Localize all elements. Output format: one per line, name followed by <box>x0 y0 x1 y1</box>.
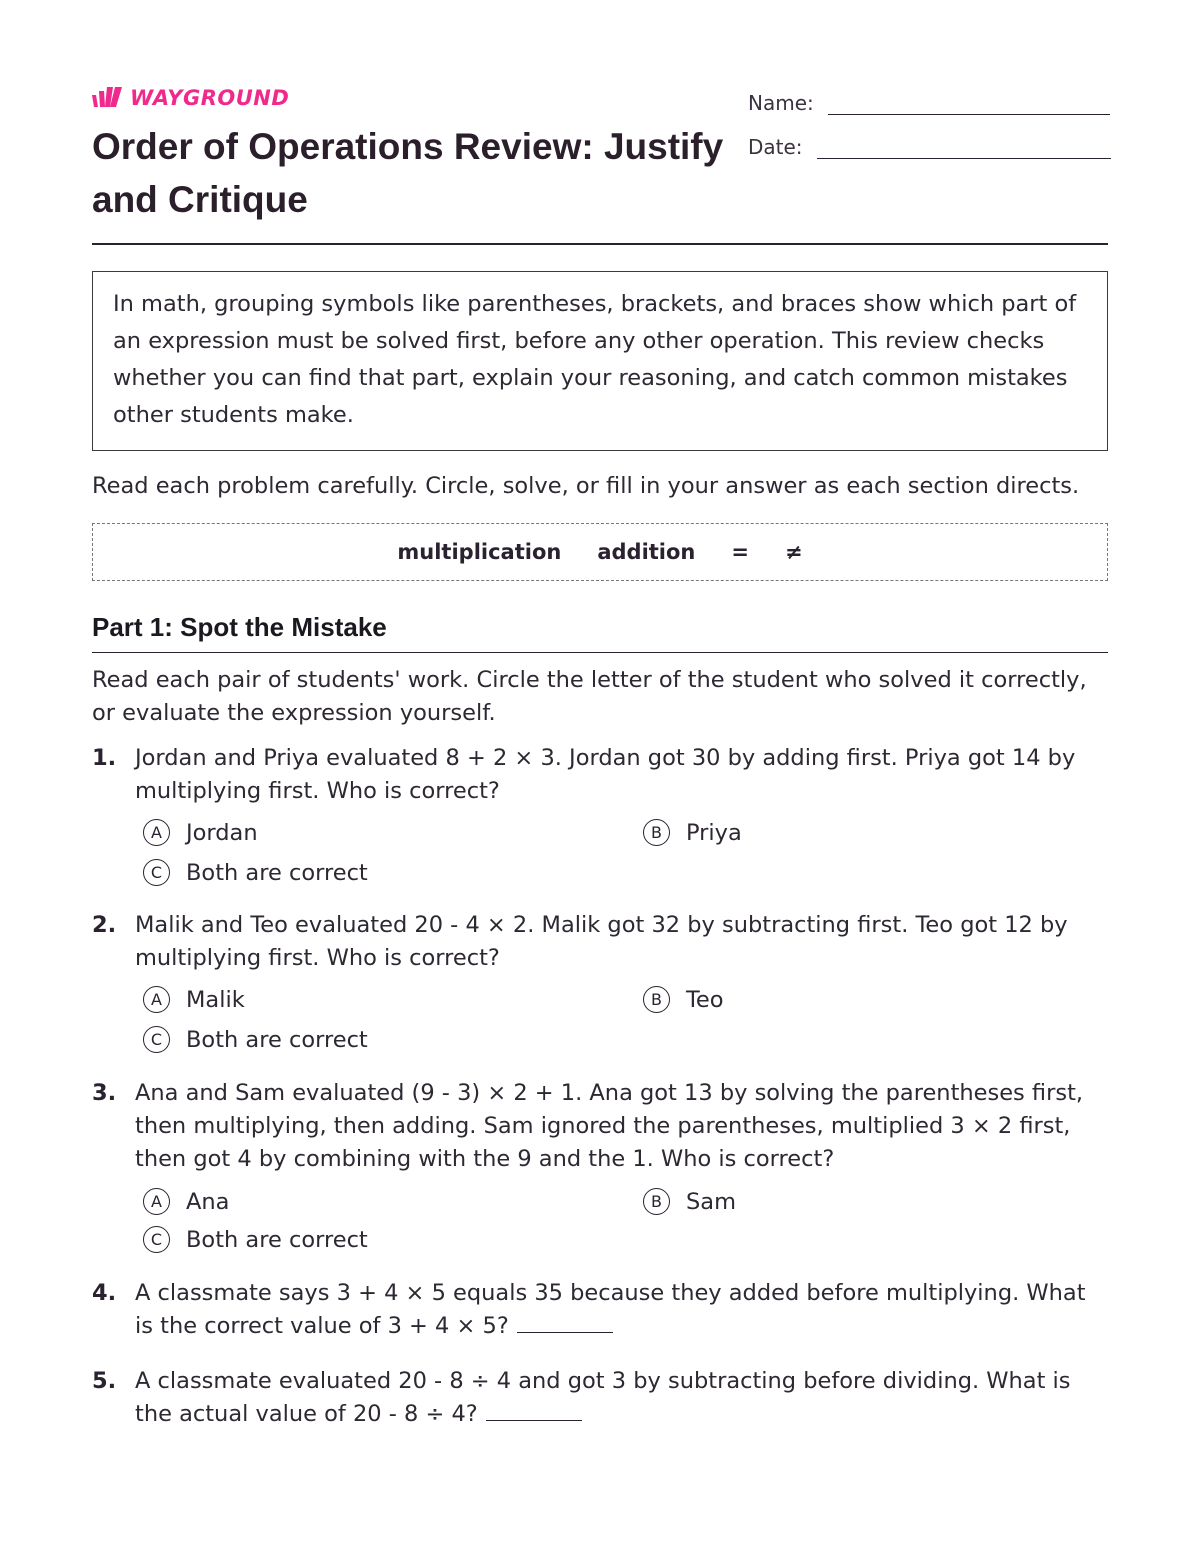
option-c[interactable] <box>143 1226 368 1253</box>
option-bubble[interactable]: C <box>143 1226 170 1253</box>
header-divider <box>92 243 1108 245</box>
option-bubble[interactable]: C <box>143 1026 170 1053</box>
intro-text: In math, grouping symbols like parentheses, brackets, and braces show which part of an expression must be solved first, before any other operation. This review checks whether you can find that part, explain your reasoning, and catch common mistakes other students make. <box>113 291 1077 428</box>
logo-text: WAYGROUND <box>130 86 290 110</box>
word-bank-item: multiplication <box>397 540 562 564</box>
section-intro: Read each pair of students' work. Circle the letter of the student who solved it correctly, or evaluate the expression yourself. <box>92 667 1087 726</box>
question-3 <box>92 1077 1108 1176</box>
option-label: Both are correct <box>186 859 368 886</box>
question-text: Jordan and Priya evaluated 8 + 2 × 3. Jordan got 30 by adding first. Priya got 14 by multiplying first. Who is correct? <box>135 745 1076 804</box>
question-number: 2. <box>92 912 117 938</box>
question-text: A classmate says 3 + 4 × 5 equals 35 because they added before multiplying. What is the correct value of 3 + 4 × 5? <box>135 1280 1086 1339</box>
option-b[interactable] <box>643 819 742 846</box>
option-b[interactable] <box>643 1188 736 1215</box>
option-a[interactable] <box>143 1188 229 1215</box>
option-bubble[interactable]: C <box>143 859 170 886</box>
option-bubble[interactable]: A <box>143 986 170 1013</box>
date-line[interactable] <box>817 134 1111 159</box>
word-bank-item: addition <box>597 540 696 564</box>
option-label: Teo <box>686 986 724 1013</box>
date-label: Date: <box>748 135 803 159</box>
intro-box <box>92 271 1108 451</box>
word-bank <box>92 523 1108 581</box>
word-bank-item: = <box>731 540 749 564</box>
section-divider <box>92 652 1108 653</box>
question-1 <box>92 742 1108 808</box>
question-number: 3. <box>92 1080 117 1106</box>
option-bubble[interactable]: B <box>643 986 670 1013</box>
question-number: 5. <box>92 1368 117 1394</box>
word-bank-item: ≠ <box>785 540 803 564</box>
option-bubble[interactable]: A <box>143 1188 170 1215</box>
section-title: Part 1: Spot the Mistake <box>92 612 387 642</box>
answer-blank[interactable] <box>486 1398 582 1421</box>
question-4 <box>92 1277 1108 1343</box>
brand-logo <box>92 86 289 110</box>
question-text-wrap <box>135 1365 1108 1431</box>
option-label: Both are correct <box>186 1226 368 1253</box>
question-text-wrap <box>135 1277 1108 1343</box>
page-title: Order of Operations Review: Justify and Critique <box>92 126 724 220</box>
option-label: Sam <box>686 1188 736 1215</box>
answer-blank[interactable] <box>517 1310 613 1333</box>
option-bubble[interactable]: A <box>143 819 170 846</box>
question-number: 4. <box>92 1280 117 1306</box>
option-a[interactable] <box>143 819 258 846</box>
option-label: Both are correct <box>186 1026 368 1053</box>
question-2 <box>92 909 1108 975</box>
option-label: Malik <box>186 986 245 1013</box>
question-number: 1. <box>92 745 117 771</box>
option-label: Ana <box>186 1188 230 1215</box>
wayground-mark-icon <box>92 87 124 109</box>
name-line[interactable] <box>828 90 1110 115</box>
question-text: A classmate evaluated 20 - 8 ÷ 4 and got 3 by subtracting before dividing. What is the actual value of 20 - 8 ÷ 4? <box>135 1368 1071 1427</box>
option-c[interactable] <box>143 859 368 886</box>
option-a[interactable] <box>143 986 245 1013</box>
option-bubble[interactable]: B <box>643 819 670 846</box>
name-label: Name: <box>748 91 814 115</box>
date-field <box>748 134 1111 159</box>
instructions: Read each problem carefully. Circle, solve, or fill in your answer as each section directs. <box>92 473 1080 499</box>
option-label: Priya <box>686 819 742 846</box>
option-b[interactable] <box>643 986 724 1013</box>
option-c[interactable] <box>143 1026 368 1053</box>
option-bubble[interactable]: B <box>643 1188 670 1215</box>
question-5 <box>92 1365 1108 1431</box>
question-text: Ana and Sam evaluated (9 - 3) × 2 + 1. Ana got 13 by solving the parentheses first, then multiplying, then adding. Sam ignored the parentheses, multiplied 3 × 2 first, then got 4 by combining with the 9 and the 1. Who is correct? <box>135 1080 1084 1172</box>
option-label: Jordan <box>186 819 258 846</box>
question-text: Malik and Teo evaluated 20 - 4 × 2. Malik got 32 by subtracting first. Teo got 12 by multiplying first. Who is correct? <box>135 912 1068 971</box>
name-field <box>748 90 1110 115</box>
